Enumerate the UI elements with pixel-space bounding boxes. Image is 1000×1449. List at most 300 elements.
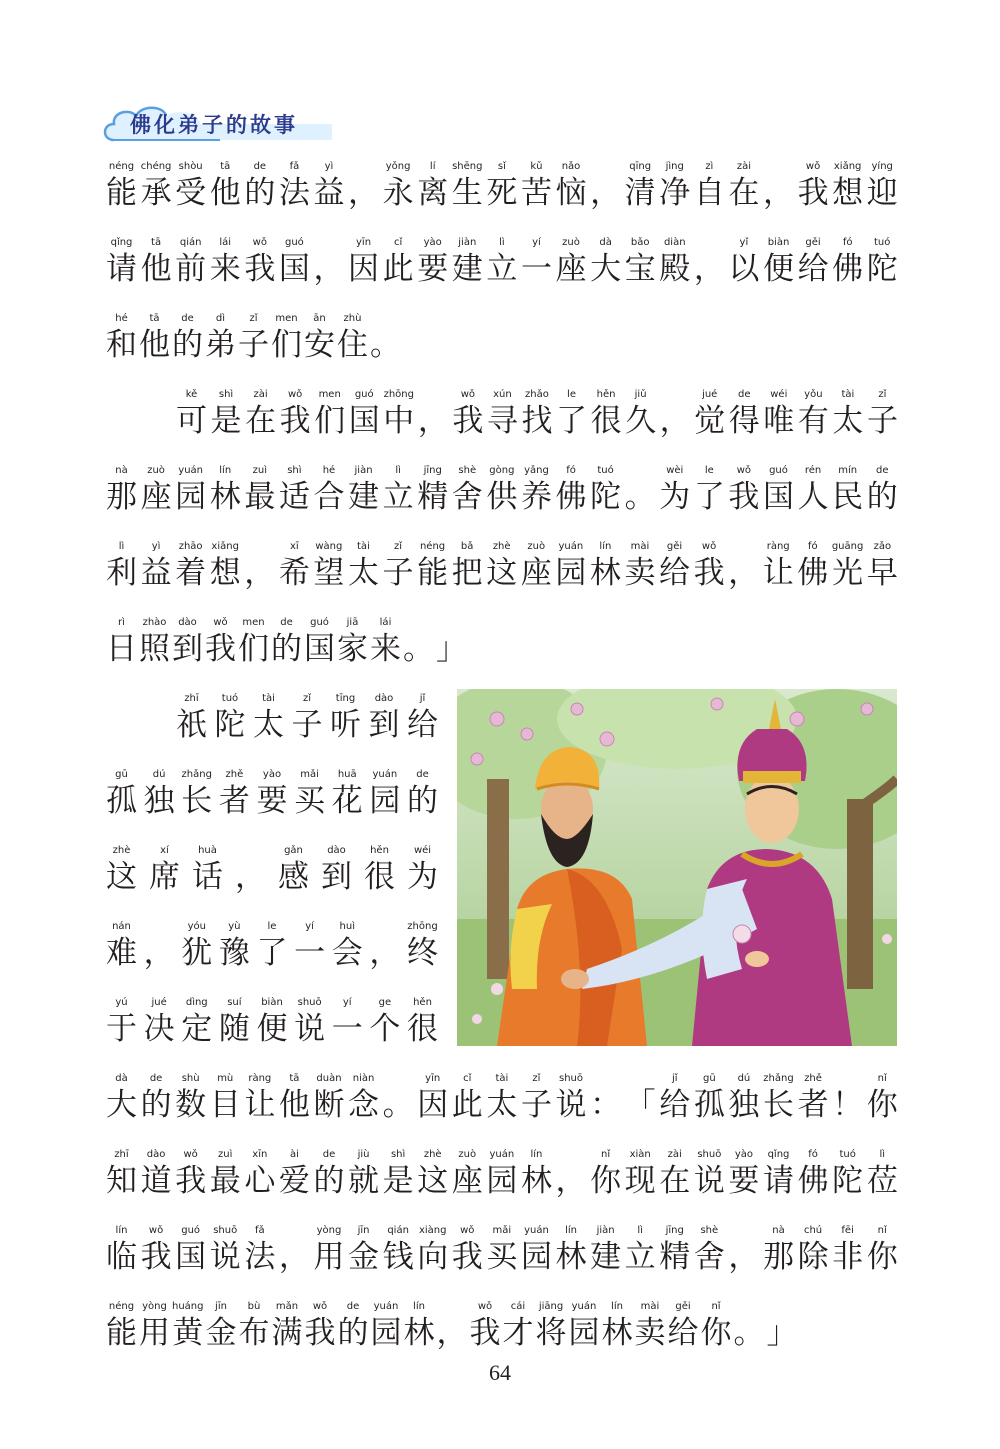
pinyin: ge bbox=[378, 997, 392, 1008]
hanzi: 恼 bbox=[555, 175, 587, 211]
ruby-char bbox=[215, 692, 246, 744]
hanzi: 园 bbox=[370, 1315, 402, 1351]
ruby-char bbox=[383, 236, 414, 288]
ruby-char bbox=[279, 236, 310, 288]
ruby-char bbox=[271, 616, 302, 668]
hanzi: 法 bbox=[244, 1239, 276, 1275]
ruby-char bbox=[763, 236, 794, 288]
pinyin: zuò bbox=[458, 1149, 477, 1160]
ruby-char bbox=[330, 692, 361, 744]
ruby-char bbox=[407, 996, 438, 1048]
ruby-char bbox=[590, 1072, 621, 1124]
pinyin: gǎn bbox=[284, 845, 303, 856]
ruby-char bbox=[569, 1300, 600, 1352]
pinyin: mài bbox=[630, 541, 650, 552]
ruby-char bbox=[349, 388, 380, 440]
text-line bbox=[106, 920, 438, 972]
pinyin: dú bbox=[737, 1073, 751, 1084]
pinyin: yuán bbox=[372, 769, 398, 780]
ruby-char bbox=[763, 540, 794, 592]
ruby-char bbox=[304, 616, 335, 668]
ruby-char bbox=[172, 616, 203, 668]
ruby-char bbox=[181, 920, 212, 972]
pinyin: fǎ bbox=[289, 161, 300, 172]
hanzi: ， bbox=[278, 1239, 310, 1275]
pinyin: wǒ bbox=[701, 541, 717, 552]
pinyin: de bbox=[280, 617, 293, 628]
ruby-char bbox=[728, 1224, 759, 1276]
ruby-char bbox=[244, 236, 275, 288]
pinyin: zì bbox=[705, 161, 714, 172]
pinyin: lín bbox=[599, 541, 612, 552]
ruby-char bbox=[867, 160, 898, 212]
ruby-char bbox=[728, 236, 759, 288]
pinyin: jīn bbox=[357, 1225, 370, 1236]
hanzi: 我 bbox=[140, 1239, 172, 1275]
pinyin: wèi bbox=[666, 465, 684, 476]
hanzi: 中 bbox=[383, 403, 415, 439]
series-title: 佛化弟子的故事 bbox=[130, 113, 298, 137]
pinyin: tuó bbox=[839, 1149, 856, 1160]
ruby-char bbox=[728, 1148, 759, 1200]
hanzi: 卖 bbox=[624, 555, 656, 591]
hanzi: 给 bbox=[797, 251, 829, 287]
ruby-char bbox=[106, 1300, 137, 1352]
pinyin: nǎo bbox=[561, 161, 581, 172]
hanzi: 苦 bbox=[520, 175, 552, 211]
pinyin: tīng bbox=[335, 693, 356, 704]
hanzi: 我 bbox=[205, 631, 236, 667]
hanzi: 园 bbox=[486, 1163, 518, 1199]
pinyin: zhù bbox=[343, 313, 362, 324]
pinyin: nán bbox=[112, 921, 131, 932]
hanzi: 的 bbox=[866, 479, 898, 515]
pinyin: néng bbox=[108, 1301, 135, 1312]
hanzi: 陀 bbox=[832, 1163, 864, 1199]
hanzi: 豫 bbox=[218, 935, 250, 971]
ruby-char bbox=[106, 616, 137, 668]
ruby-char bbox=[106, 312, 137, 364]
pinyin: shù bbox=[181, 1073, 200, 1084]
hanzi: 念 bbox=[348, 1087, 380, 1123]
ruby-char bbox=[832, 236, 863, 288]
hanzi: 益 bbox=[140, 555, 172, 591]
text-line bbox=[176, 388, 898, 440]
hanzi: 殿 bbox=[659, 251, 691, 287]
pinyin: chéng bbox=[140, 161, 172, 172]
pinyin: yào bbox=[262, 769, 282, 780]
ruby-char bbox=[625, 236, 656, 288]
hanzi: 把 bbox=[451, 555, 483, 591]
hanzi: 断 bbox=[313, 1087, 345, 1123]
hanzi: 让 bbox=[762, 555, 794, 591]
pinyin: shēng bbox=[452, 161, 483, 172]
hanzi: 林 bbox=[403, 1315, 435, 1351]
pinyin: hěn bbox=[370, 845, 389, 856]
ruby-char bbox=[701, 1300, 732, 1352]
ruby-char bbox=[294, 920, 325, 972]
ruby-char bbox=[106, 1224, 137, 1276]
hanzi: ， bbox=[235, 859, 266, 895]
ruby-char bbox=[659, 540, 690, 592]
pinyin: tài bbox=[841, 389, 855, 400]
ruby-char bbox=[370, 616, 401, 668]
hanzi: 他 bbox=[278, 1087, 310, 1123]
pinyin: huā bbox=[337, 769, 357, 780]
pinyin: yuán bbox=[178, 465, 204, 476]
ruby-char bbox=[139, 616, 170, 668]
pinyin: zhè bbox=[112, 845, 131, 856]
ruby-char bbox=[175, 464, 206, 516]
hanzi: 向 bbox=[417, 1239, 449, 1275]
ruby-char bbox=[337, 312, 368, 364]
hanzi: 爱 bbox=[278, 1163, 310, 1199]
pinyin: zuò bbox=[147, 465, 165, 476]
pinyin: huáng bbox=[172, 1301, 204, 1312]
ruby-char bbox=[625, 464, 656, 516]
hanzi: 在 bbox=[728, 175, 760, 211]
hanzi: 住 bbox=[337, 327, 368, 363]
ruby-char bbox=[106, 236, 137, 288]
pinyin: xiǎng bbox=[211, 541, 239, 552]
pinyin: lín bbox=[565, 1225, 577, 1236]
hanzi: 给 bbox=[407, 707, 438, 743]
hanzi: 着 bbox=[175, 555, 207, 591]
hanzi: ， bbox=[659, 403, 691, 439]
pinyin: hé bbox=[115, 313, 128, 324]
hanzi: 们 bbox=[314, 403, 346, 439]
ruby-char bbox=[211, 388, 242, 440]
hanzi: 建 bbox=[451, 251, 483, 287]
pinyin: zǐ bbox=[249, 313, 258, 324]
hanzi: 找 bbox=[521, 403, 553, 439]
ruby-char bbox=[141, 236, 172, 288]
ruby-char bbox=[417, 540, 448, 592]
ruby-char bbox=[763, 388, 794, 440]
pinyin: dào bbox=[327, 845, 346, 856]
hanzi: 个 bbox=[369, 1011, 401, 1047]
hanzi: 数 bbox=[175, 1087, 207, 1123]
hanzi: 舍 bbox=[451, 479, 483, 515]
ruby-char bbox=[452, 388, 483, 440]
ruby-char bbox=[436, 616, 467, 668]
pinyin: zhāo bbox=[178, 541, 203, 552]
ruby-char bbox=[106, 1072, 137, 1124]
pinyin: de bbox=[149, 1073, 163, 1084]
pinyin: zhě bbox=[804, 1073, 822, 1084]
pinyin: jìng bbox=[665, 161, 684, 172]
hanzi: 望 bbox=[313, 555, 345, 591]
ruby-char bbox=[278, 844, 309, 896]
text-line bbox=[106, 540, 898, 592]
ruby-char bbox=[590, 1148, 621, 1200]
hanzi: 法 bbox=[278, 175, 310, 211]
pinyin: lí bbox=[429, 161, 436, 172]
pinyin: kǔ bbox=[530, 161, 543, 172]
ruby-char bbox=[659, 1072, 690, 1124]
ruby-char bbox=[141, 160, 172, 212]
hanzi: 临 bbox=[106, 1239, 137, 1275]
pinyin: zǐ bbox=[532, 1073, 541, 1084]
ruby-char bbox=[371, 1300, 402, 1352]
hanzi: 林 bbox=[209, 479, 241, 515]
ruby-char bbox=[257, 996, 288, 1048]
pinyin: hěn bbox=[596, 389, 616, 400]
ruby-char bbox=[867, 1148, 898, 1200]
hanzi: 有 bbox=[797, 403, 829, 439]
pinyin: diàn bbox=[663, 237, 686, 248]
hanzi: ， bbox=[555, 1163, 587, 1199]
pinyin: mǎi bbox=[492, 1225, 512, 1236]
hanzi: 就 bbox=[348, 1163, 380, 1199]
hanzi: 大 bbox=[590, 251, 622, 287]
pinyin: wǒ bbox=[736, 465, 752, 476]
pinyin: wǒ bbox=[312, 1301, 328, 1312]
pinyin: sǐ bbox=[497, 161, 506, 172]
ruby-char bbox=[369, 996, 400, 1048]
pinyin: zǎo bbox=[873, 541, 892, 552]
hanzi: 很 bbox=[590, 403, 622, 439]
pinyin: gòng bbox=[489, 465, 515, 476]
hanzi: 到 bbox=[321, 859, 352, 895]
ruby-char bbox=[867, 236, 898, 288]
pinyin: men bbox=[318, 389, 341, 400]
pinyin: de bbox=[322, 1149, 336, 1160]
hanzi: 我 bbox=[244, 251, 276, 287]
hanzi: 国 bbox=[304, 631, 335, 667]
hanzi: 钱 bbox=[382, 1239, 414, 1275]
ruby-char bbox=[437, 1300, 468, 1352]
pinyin: nà bbox=[772, 1225, 785, 1236]
hanzi: 他 bbox=[140, 251, 172, 287]
hanzi: 到 bbox=[368, 707, 400, 743]
pinyin: xiàng bbox=[418, 1225, 447, 1236]
ruby-char bbox=[210, 464, 241, 516]
pinyin: qǐng bbox=[110, 237, 133, 248]
pinyin: de bbox=[738, 389, 751, 400]
hanzi: 为 bbox=[407, 859, 438, 895]
pinyin: shè bbox=[700, 1225, 719, 1236]
pinyin: zǐ bbox=[302, 693, 312, 704]
ruby-char bbox=[144, 920, 175, 972]
pinyin: yí bbox=[532, 237, 541, 248]
hanzi: 我 bbox=[452, 403, 484, 439]
pinyin: yì bbox=[151, 541, 161, 552]
pinyin: yǒng bbox=[385, 161, 411, 172]
pinyin: wàng bbox=[315, 541, 343, 552]
pinyin: de bbox=[181, 313, 194, 324]
ruby-char bbox=[407, 844, 438, 896]
hanzi: 迎 bbox=[866, 175, 898, 211]
ruby-char bbox=[141, 1224, 172, 1276]
ruby-char bbox=[486, 540, 517, 592]
hanzi: ， bbox=[313, 251, 345, 287]
ruby-char bbox=[210, 160, 241, 212]
hanzi: 」 bbox=[436, 631, 467, 667]
ruby-char bbox=[106, 1148, 137, 1200]
pinyin: guó bbox=[310, 617, 329, 628]
hanzi: 陀 bbox=[214, 707, 246, 743]
hanzi: 这 bbox=[106, 859, 137, 895]
hanzi: 会 bbox=[331, 935, 363, 971]
ruby-char bbox=[659, 464, 690, 516]
ruby-char bbox=[728, 464, 759, 516]
hanzi: 此 bbox=[382, 251, 414, 287]
hanzi: 佛 bbox=[797, 555, 829, 591]
pinyin: dà bbox=[115, 1073, 128, 1084]
hanzi: 建 bbox=[348, 479, 380, 515]
ruby-char bbox=[625, 388, 656, 440]
ruby-char bbox=[313, 236, 344, 288]
hanzi: 死 bbox=[486, 175, 518, 211]
hanzi: 日 bbox=[106, 631, 137, 667]
pinyin: zài bbox=[667, 1149, 682, 1160]
hanzi: 得 bbox=[728, 403, 760, 439]
pinyin: shuō bbox=[297, 997, 322, 1008]
ruby-char bbox=[832, 464, 863, 516]
hanzi: 佛 bbox=[797, 1163, 829, 1199]
pinyin: cái bbox=[510, 1301, 526, 1312]
hanzi: 你 bbox=[866, 1239, 898, 1275]
pinyin: le bbox=[567, 389, 576, 400]
ruby-char bbox=[521, 540, 552, 592]
hanzi: 是 bbox=[210, 403, 242, 439]
pinyin: zhǎo bbox=[525, 389, 549, 400]
pinyin: gū bbox=[702, 1073, 716, 1084]
hanzi: 黄 bbox=[172, 1315, 204, 1351]
pinyin: yí bbox=[342, 997, 352, 1008]
hanzi: 你 bbox=[590, 1163, 622, 1199]
pinyin: biàn bbox=[767, 237, 790, 248]
ruby-char bbox=[867, 1072, 898, 1124]
ruby-char bbox=[383, 1148, 414, 1200]
hanzi: 祇 bbox=[176, 707, 207, 743]
hanzi: 很 bbox=[364, 859, 395, 895]
pinyin: qián bbox=[387, 1225, 409, 1236]
ruby-char bbox=[728, 160, 759, 212]
hanzi: 他 bbox=[139, 327, 170, 363]
hanzi: 永 bbox=[382, 175, 414, 211]
pinyin: néng bbox=[419, 541, 446, 552]
hanzi: 最 bbox=[244, 479, 276, 515]
hanzi: 随 bbox=[218, 1011, 250, 1047]
ruby-char bbox=[141, 540, 172, 592]
ruby-char bbox=[407, 920, 438, 972]
ruby-char bbox=[798, 464, 829, 516]
ruby-char bbox=[245, 388, 276, 440]
pinyin: gěi bbox=[675, 1301, 691, 1312]
ruby-char bbox=[348, 1072, 379, 1124]
pinyin: guó bbox=[354, 389, 374, 400]
hanzi: 满 bbox=[271, 1315, 303, 1351]
hanzi: ， bbox=[417, 403, 449, 439]
hanzi: 那 bbox=[106, 479, 137, 515]
hanzi: 要 bbox=[417, 251, 449, 287]
ruby-char bbox=[106, 996, 137, 1048]
pinyin: dà bbox=[599, 237, 612, 248]
ruby-char bbox=[832, 1072, 863, 1124]
hanzi: 以 bbox=[728, 251, 760, 287]
pinyin: jiù bbox=[357, 1149, 370, 1160]
hanzi: 来 bbox=[209, 251, 241, 287]
ruby-char bbox=[521, 388, 552, 440]
hanzi: 的 bbox=[407, 783, 438, 819]
ruby-char bbox=[798, 1224, 829, 1276]
hanzi: 你 bbox=[700, 1315, 732, 1351]
hanzi: 孤 bbox=[106, 783, 137, 819]
hanzi: 林 bbox=[555, 1239, 587, 1275]
ruby-char bbox=[106, 464, 137, 516]
ruby-char bbox=[486, 160, 517, 212]
ruby-char bbox=[407, 692, 438, 744]
story-illustration bbox=[457, 689, 897, 1046]
ruby-char bbox=[253, 692, 284, 744]
hanzi: 舍 bbox=[693, 1239, 725, 1275]
ruby-char bbox=[219, 920, 250, 972]
pinyin: yǐ bbox=[739, 237, 749, 248]
pinyin: jiāng bbox=[538, 1301, 564, 1312]
hanzi: 园 bbox=[520, 1239, 552, 1275]
pinyin: duàn bbox=[316, 1073, 342, 1084]
pinyin: yóu bbox=[187, 921, 206, 932]
ruby-char bbox=[238, 312, 269, 364]
pinyin: tā bbox=[289, 1073, 300, 1084]
pinyin: fēi bbox=[841, 1225, 854, 1236]
pinyin: zhè bbox=[423, 1149, 442, 1160]
ruby-char bbox=[452, 160, 483, 212]
ruby-char bbox=[590, 1224, 621, 1276]
ruby-char bbox=[313, 540, 344, 592]
pinyin: fó bbox=[842, 237, 853, 248]
pinyin: yào bbox=[734, 1149, 753, 1160]
ruby-char bbox=[279, 540, 310, 592]
pinyin: zài bbox=[736, 161, 751, 172]
hanzi: 太 bbox=[486, 1087, 518, 1123]
hanzi: 到 bbox=[172, 631, 203, 667]
ruby-char bbox=[313, 1072, 344, 1124]
hanzi: 弟 bbox=[205, 327, 236, 363]
pinyin: tài bbox=[262, 693, 275, 704]
ruby-char bbox=[210, 1072, 241, 1124]
pinyin: tā bbox=[149, 313, 160, 324]
ruby-char bbox=[369, 692, 400, 744]
ruby-char bbox=[556, 1148, 587, 1200]
pinyin: lì bbox=[637, 1225, 643, 1236]
ruby-char bbox=[176, 388, 207, 440]
hanzi: 于 bbox=[106, 1011, 137, 1047]
pinyin: lì bbox=[395, 465, 401, 476]
hanzi: 子 bbox=[382, 555, 414, 591]
hanzi: 立 bbox=[382, 479, 414, 515]
ruby-char bbox=[313, 464, 344, 516]
pinyin: zhī bbox=[114, 1149, 129, 1160]
ruby-char bbox=[332, 768, 363, 820]
pinyin: guó bbox=[769, 465, 788, 476]
hanzi: 」 bbox=[766, 1315, 798, 1351]
hanzi: 生 bbox=[451, 175, 483, 211]
ruby-char bbox=[175, 1072, 206, 1124]
hanzi: 。 bbox=[382, 1087, 414, 1123]
hanzi: 很 bbox=[407, 1011, 438, 1047]
hanzi: 这 bbox=[417, 1163, 449, 1199]
hanzi: 席 bbox=[149, 859, 180, 895]
ruby-char bbox=[181, 996, 212, 1048]
ruby-char bbox=[417, 1148, 448, 1200]
pinyin: zhě bbox=[225, 769, 244, 780]
pinyin: wǒ bbox=[213, 617, 228, 628]
hanzi: 花 bbox=[331, 783, 363, 819]
hanzi: 利 bbox=[106, 555, 137, 591]
